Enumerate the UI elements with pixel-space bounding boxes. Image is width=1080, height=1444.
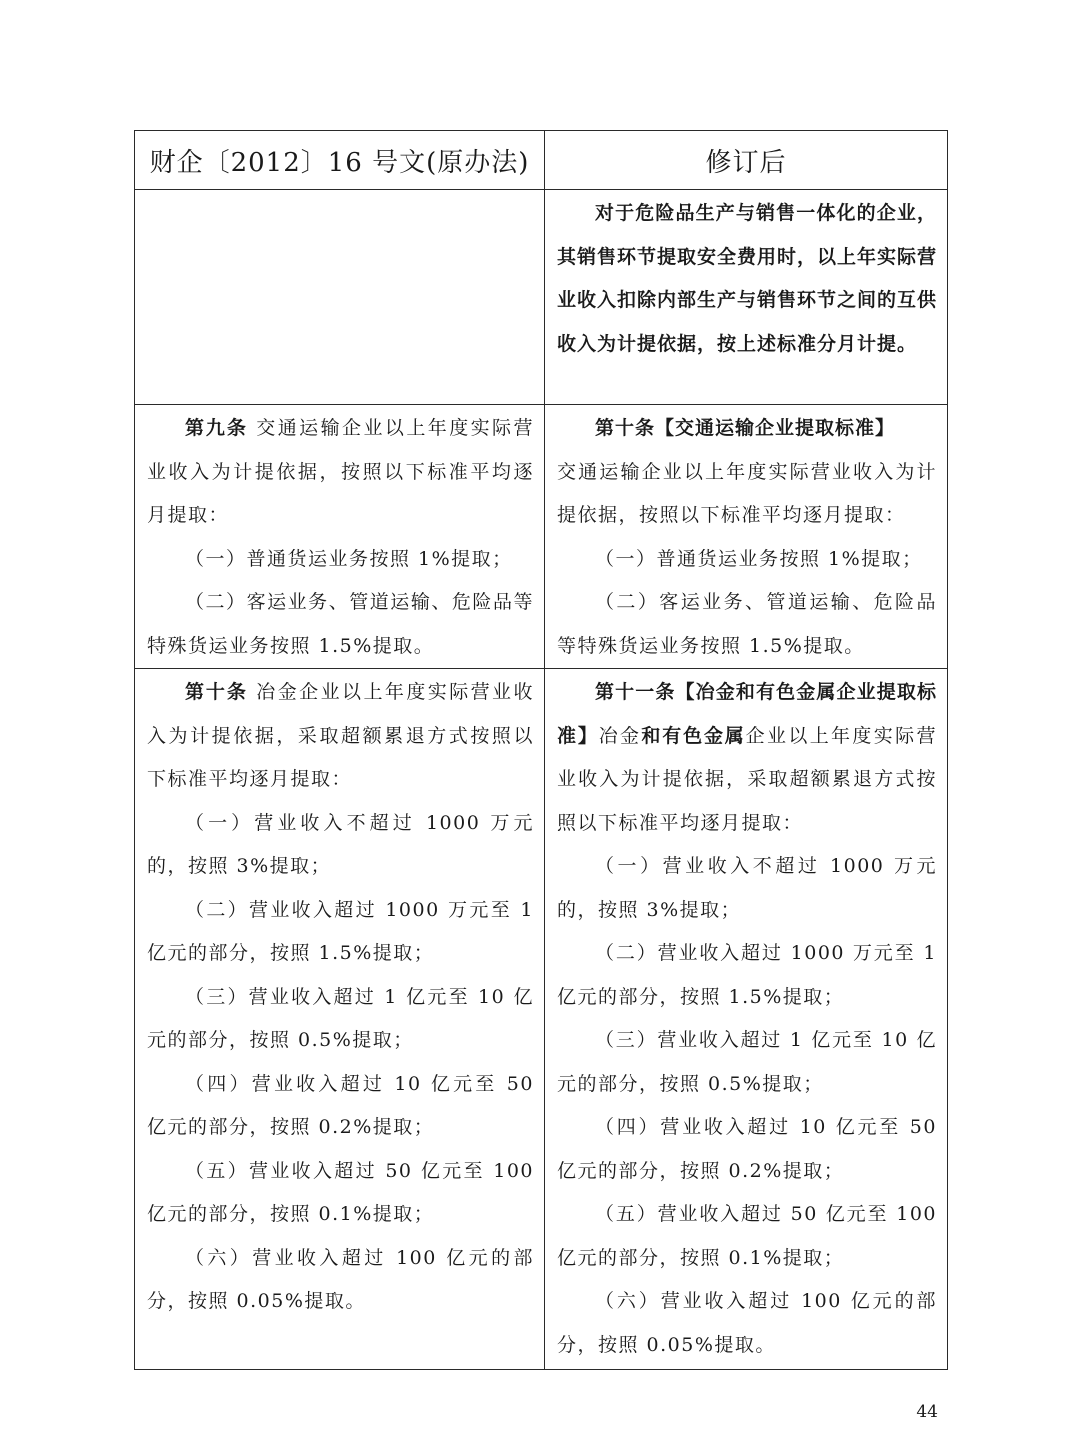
- list-item: （五）营业收入超过 50 亿元至 100 亿元的部分，按照 0.1%提取；: [557, 1203, 937, 1269]
- list-item: （二）客运业务、管道运输、危险品等特殊货运业务按照 1.5%提取。: [557, 591, 937, 657]
- revised-article-10-text: 交通运输企业以上年度实际营业收入为计提依据，按照以下标准平均逐月提取：: [557, 460, 937, 526]
- table-row: [135, 405, 948, 669]
- article-label: 第九条: [185, 417, 248, 439]
- table-row: [135, 669, 948, 1370]
- comparison-table: [134, 130, 948, 1370]
- list-item: （一）营业收入不超过 1000 万元的，按照 3%提取；: [557, 855, 937, 921]
- cell-revised-transport: [545, 405, 948, 669]
- list-item: （一）普通货运业务按照 1%提取；: [595, 547, 923, 570]
- header-revised: 修订后: [545, 131, 948, 190]
- revised-article-10-heading: [557, 407, 937, 451]
- list-item: （六）营业收入超过 100 亿元的部分，按照 0.05%提取。: [557, 1290, 937, 1356]
- cell-original-metallurgy: [135, 669, 545, 1370]
- original-article-10: [147, 671, 534, 802]
- list-item: （三）营业收入超过 1 亿元至 10 亿元的部分，按照 0.5%提取；: [147, 985, 534, 1051]
- article-label: 第十条: [185, 681, 248, 703]
- list-item: （五）营业收入超过 50 亿元至 100 亿元的部分，按照 0.1%提取；: [147, 1159, 534, 1225]
- table-row: [135, 190, 948, 405]
- cell-original-empty: [135, 190, 545, 405]
- header-row: [135, 131, 948, 190]
- cell-revised-metallurgy: [545, 669, 948, 1370]
- cell-revised-hazardous: [545, 190, 948, 405]
- revised-article-11: [557, 671, 937, 845]
- cell-original-transport: [135, 405, 545, 669]
- article-heading: 第十条【交通运输企业提取标准】: [595, 417, 896, 439]
- list-item: （二）客运业务、管道运输、危险品等特殊货运业务按照 1.5%提取。: [147, 591, 534, 657]
- list-item: （二）营业收入超过 1000 万元至 1 亿元的部分，按照 1.5%提取；: [557, 942, 937, 1008]
- list-item: （六）营业收入超过 100 亿元的部分，按照 0.05%提取。: [147, 1246, 534, 1312]
- revised-hazardous-paragraph: 对于危险品生产与销售一体化的企业，其销售环节提取安全费用时，以上年实际营业收入扣除内部生产与销售环节之间的互供收入为计提依据，按上述标准分月计提。: [557, 202, 938, 355]
- article-heading: 第十一条【冶金和有色金属企业提取标准】: [557, 681, 937, 747]
- article-text-c: 企业以上年度实际营业收入为计提依据，采取超额累退方式按照以下标准平均逐月提取：: [557, 724, 937, 834]
- list-item: （三）营业收入超过 1 亿元至 10 亿元的部分，按照 0.5%提取；: [557, 1029, 937, 1095]
- article-text-added: 和有色金属: [641, 724, 746, 747]
- list-item: （一）营业收入不超过 1000 万元的，按照 3%提取；: [147, 811, 534, 877]
- list-item: （四）营业收入超过 10 亿元至 50 亿元的部分，按照 0.2%提取；: [147, 1072, 534, 1138]
- list-item: （二）营业收入超过 1000 万元至 1 亿元的部分，按照 1.5%提取；: [147, 898, 534, 964]
- page-number: 44: [916, 1402, 938, 1422]
- article-text-a: 冶金: [598, 724, 642, 747]
- original-article-9: [147, 407, 534, 538]
- list-item: （一）普通货运业务按照 1%提取；: [185, 547, 513, 570]
- list-item: （四）营业收入超过 10 亿元至 50 亿元的部分，按照 0.2%提取；: [557, 1116, 937, 1182]
- header-original: 财企〔2012〕16 号文(原办法): [135, 131, 545, 190]
- article-text: 冶金企业以上年度实际营业收入为计提依据，采取超额累退方式按照以下标准平均逐月提取：: [147, 681, 534, 790]
- article-text: 交通运输企业以上年度实际营业收入为计提依据，按照以下标准平均逐月提取：: [147, 417, 534, 526]
